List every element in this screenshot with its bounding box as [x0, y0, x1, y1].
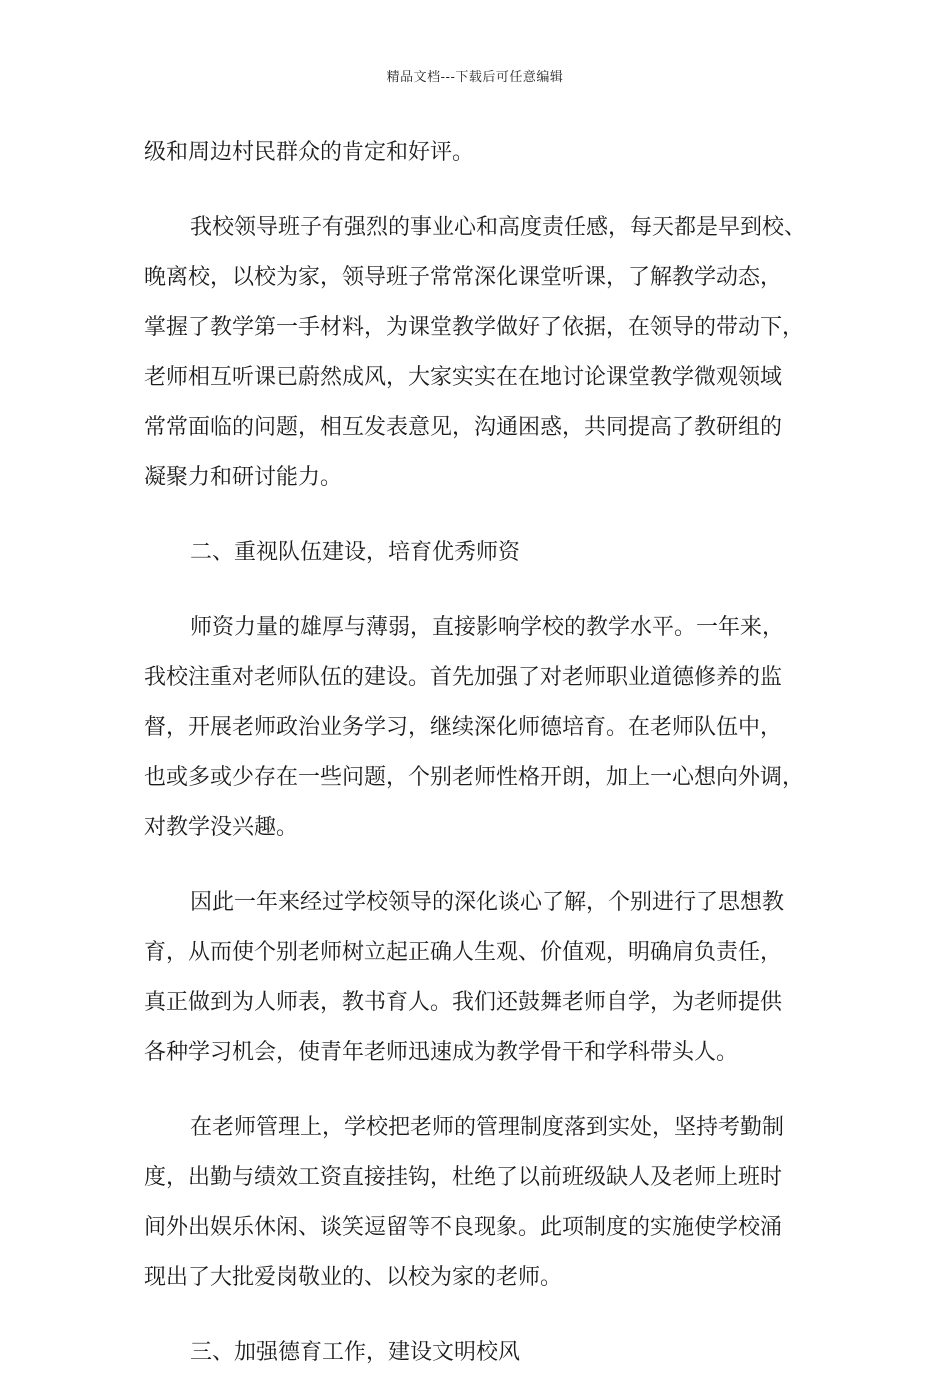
text-line: 掌握了教学第一手材料，为课堂教学做好了依据，在领导的带动下， [144, 315, 805, 340]
section-heading: 三、加强德育工作，建设文明校风 [190, 1340, 521, 1365]
paragraph-leadership [144, 203, 820, 503]
paragraph-management [144, 1103, 820, 1303]
page-header: 精品文档---下载后可任意编辑 [386, 70, 564, 85]
text-line: 真正做到为人师表，教书育人。我们还鼓舞老师自学，为老师提供 [144, 990, 783, 1015]
section-heading-3 [144, 1328, 820, 1378]
paragraph-education [144, 878, 820, 1078]
text-line: 在老师管理上，学校把老师的管理制度落到实处，坚持考勤制 [190, 1115, 785, 1140]
text-line: 对教学没兴趣。 [144, 815, 299, 840]
text-line: 我校注重对老师队伍的建设。首先加强了对老师职业道德修养的监 [144, 665, 783, 690]
text-line: 老师相互听课已蔚然成风，大家实实在在地讨论课堂教学微观领域 [144, 365, 783, 390]
text-line: 现出了大批爱岗敬业的、以校为家的老师。 [144, 1265, 563, 1290]
paragraph-continuation [144, 128, 820, 178]
text-line: 育，从而使个别老师树立起正确人生观、价值观，明确肩负责任， [144, 940, 783, 965]
text-line: 也或多或少存在一些问题，个别老师性格开朗，加上一心想向外调， [144, 765, 805, 790]
text-line: 我校领导班子有强烈的事业心和高度责任感，每天都是早到校、 [190, 215, 807, 240]
text-line: 凝聚力和研讨能力。 [144, 465, 343, 490]
text-line: 间外出娱乐休闲、谈笑逗留等不良现象。此项制度的实施使学校涌 [144, 1215, 783, 1240]
text-line: 师资力量的雄厚与薄弱，直接影响学校的教学水平。一年来， [190, 615, 785, 640]
text-line: 因此一年来经过学校领导的深化谈心了解，个别进行了思想教 [190, 890, 785, 915]
document-body [144, 128, 820, 1378]
text-line: 晚离校，以校为家，领导班子常常深化课堂听课，了解教学动态， [144, 265, 783, 290]
section-heading: 二、重视队伍建设，培育优秀师资 [190, 540, 521, 565]
text-line: 督，开展老师政治业务学习，继续深化师德培育。在老师队伍中， [144, 715, 783, 740]
text-line: 常常面临的问题，相互发表意见，沟通困惑，共同提高了教研组的 [144, 415, 783, 440]
text-line: 各种学习机会，使青年老师迅速成为教学骨干和学科带头人。 [144, 1040, 739, 1065]
text-line: 级和周边村民群众的肯定和好评。 [144, 140, 475, 165]
text-line: 度，出勤与绩效工资直接挂钩，杜绝了以前班级缺人及老师上班时 [144, 1165, 783, 1190]
paragraph-teacher-team [144, 603, 820, 853]
section-heading-2 [144, 528, 820, 578]
